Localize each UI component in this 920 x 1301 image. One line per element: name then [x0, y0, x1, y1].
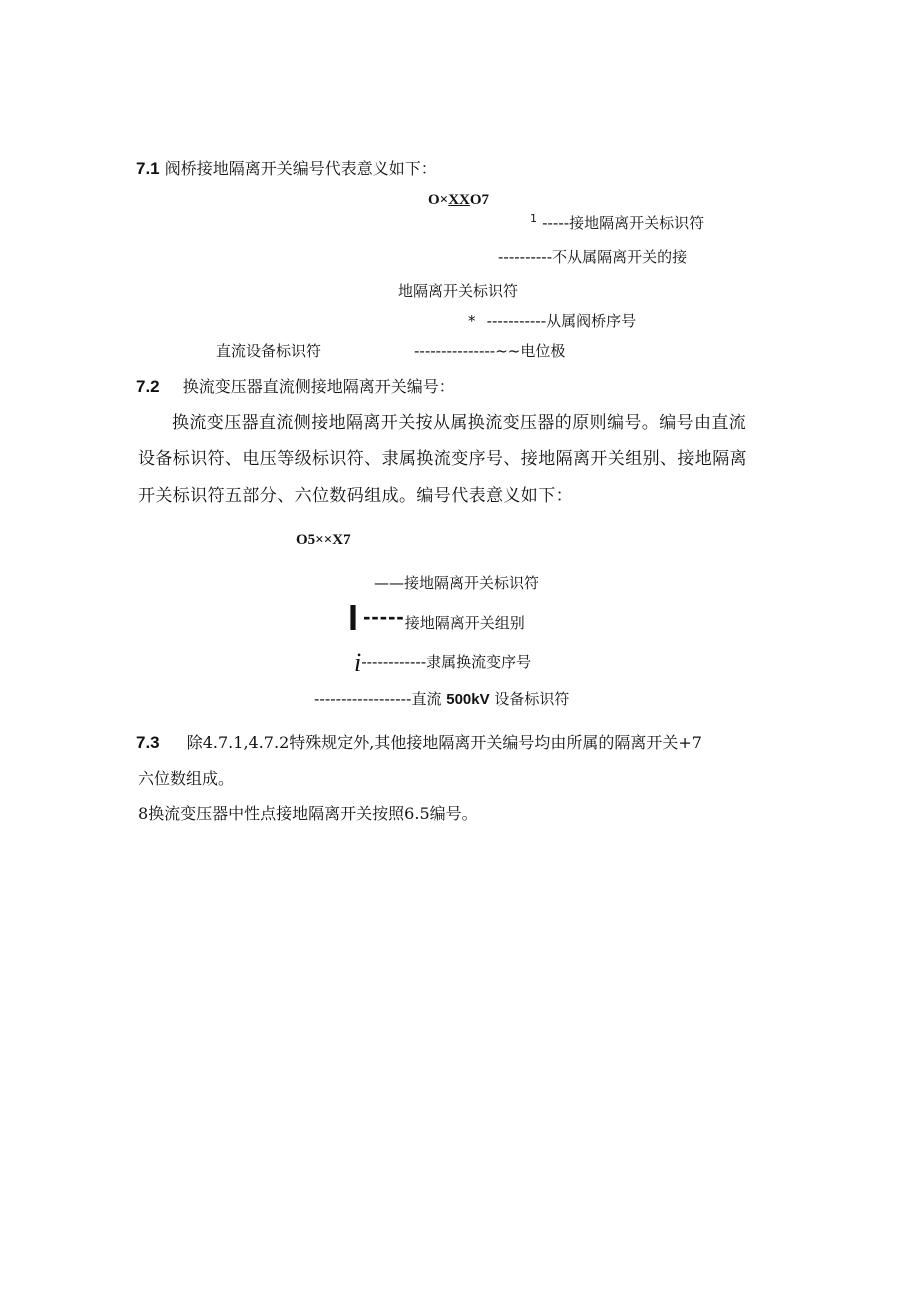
legend-text: 接地隔离开关组别	[404, 614, 525, 632]
legend-text: 设备标识符	[494, 690, 570, 708]
vertical-bar-mark: I	[348, 597, 359, 638]
italic-i-mark: i	[354, 648, 362, 677]
paragraph-line: 设备标识符、电压等级标识符、隶属换流变序号、接地隔离开关组别、接地隔离	[138, 449, 747, 469]
code-part-underlined: XX	[448, 192, 470, 208]
code-part: O×	[428, 192, 449, 208]
legend-row-2-cont: 地隔离开关标识符	[398, 282, 519, 300]
star-mark: *	[468, 312, 476, 330]
code-part: O7	[469, 192, 490, 208]
bold-dash: -----	[363, 604, 405, 629]
legend-text: 直流	[411, 690, 442, 708]
legend-row-3	[468, 310, 636, 331]
section-number: 7.2	[136, 377, 160, 396]
section-number: 7.3	[136, 733, 160, 752]
voltage-value: 500kV	[446, 691, 490, 708]
legend-text: -----------从属阀桥序号	[486, 312, 637, 330]
legend-row-1	[530, 212, 704, 233]
section-title: 阀桥接地隔离开关编号代表意义如下：	[164, 159, 437, 178]
section-7-1-heading	[136, 156, 437, 179]
legend-row-6	[348, 597, 525, 638]
section-7-2-heading	[136, 374, 455, 397]
legend-row-5: ——接地隔离开关标识符	[374, 574, 540, 592]
legend-row-4: ---------------~~电位极	[414, 342, 566, 360]
section-8: 8换流变压器中性点接地隔离开关按照6.5编号。	[138, 804, 478, 823]
section-text-cont: 六位数组成。	[138, 769, 235, 788]
section-text: 除4.7.1,4.7.2特殊规定外,其他接地隔离开关编号均由所属的隔离开关+7	[186, 733, 702, 752]
section-number: 7.1	[136, 159, 160, 178]
legend-row-7	[354, 648, 531, 678]
dash-line: ------------------	[314, 690, 412, 708]
tick-mark: 1	[530, 212, 537, 225]
section-title: 换流变压器直流侧接地隔离开关编号：	[182, 377, 455, 396]
legend-row-8	[314, 688, 569, 709]
legend-text: -----接地隔离开关标识符	[542, 214, 705, 232]
legend-text: ------------隶属换流变序号	[361, 653, 532, 671]
section-7-3	[136, 730, 702, 753]
paragraph-line: 开关标识符五部分、六位数码组成。编号代表意义如下：	[138, 486, 573, 506]
code-example-2: O5××X7	[296, 532, 351, 548]
paragraph-line: 换流变压器直流侧接地隔离开关按从属换流变压器的原则编号。编号由直流	[172, 413, 747, 433]
legend-row-2: ----------不从属隔离开关的接	[498, 248, 688, 266]
left-label-dc-device: 直流设备标识符	[216, 342, 322, 360]
code-example-1	[428, 192, 489, 209]
